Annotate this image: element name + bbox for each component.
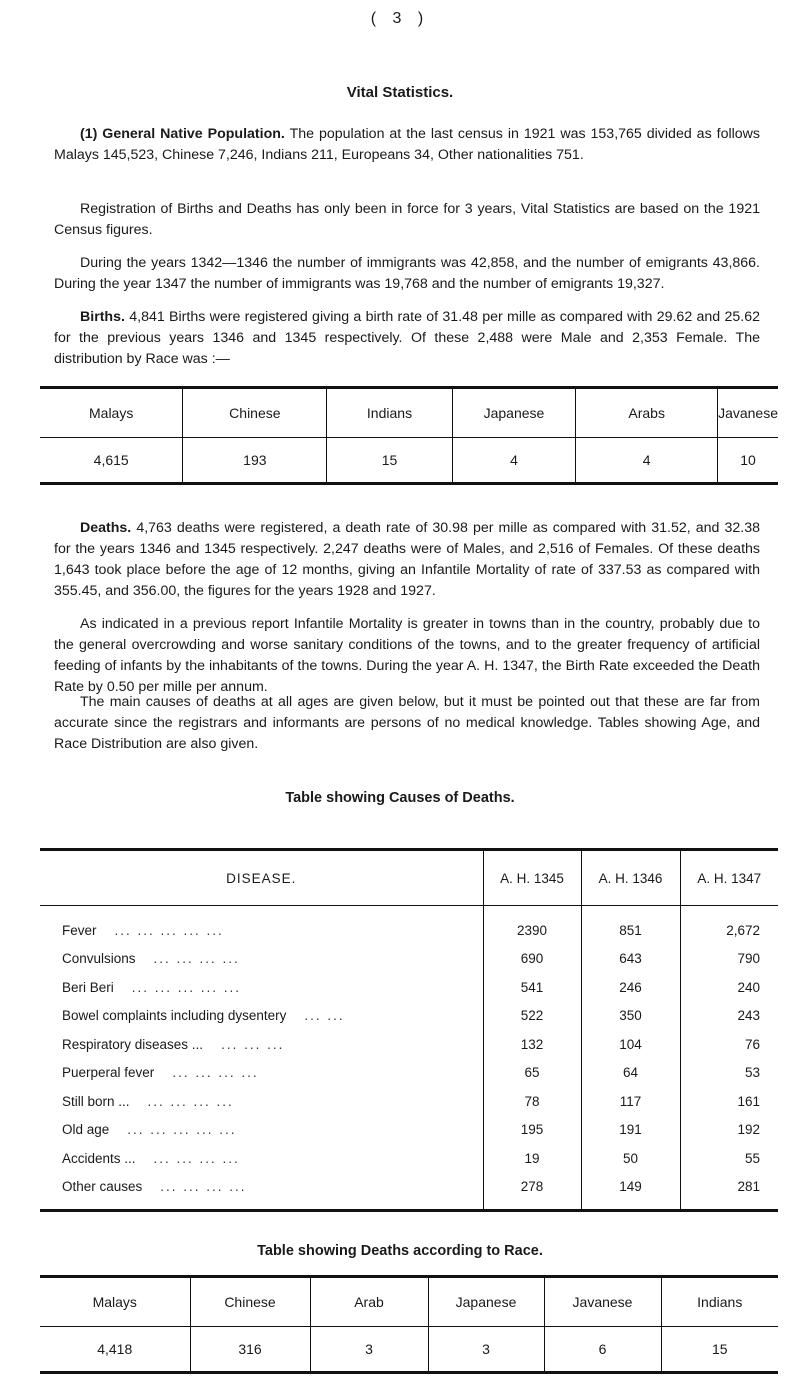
immigrants-text: During the years 1342—1346 the number of immigrants was 42,858, and the number of emigrants 43,866. During the year 1347 the number of immigrants was 19,768 and the number of emigrants 19,327. bbox=[54, 255, 760, 292]
count-y1347: 790 bbox=[680, 945, 778, 974]
paragraph-births bbox=[54, 307, 760, 370]
disease-name bbox=[40, 1059, 483, 1088]
table-row bbox=[40, 1144, 778, 1173]
infantile-text: As indicated in a previous report Infantile Mortality is greater in towns than in the country, probably due to the general overcrowding and worse sanitary conditions of the towns, and to the greater frequency of artificial feeding of infants by the inhabitants of the towns. During the year A. H. 1347, the Birth Rate exceeded the Death Rate by 0.50 per mille per annum. bbox=[54, 616, 760, 695]
paragraph-causes bbox=[54, 692, 760, 755]
deaths-arab: 3 bbox=[310, 1327, 428, 1373]
table-row bbox=[40, 945, 778, 974]
disease-name bbox=[40, 906, 483, 945]
count-y1347: 55 bbox=[680, 1144, 778, 1173]
disease-name bbox=[40, 1030, 483, 1059]
leader-dots: ... ... ... ... bbox=[172, 1065, 259, 1081]
count-y1345: 78 bbox=[483, 1087, 581, 1116]
causes-of-deaths-table bbox=[40, 848, 778, 1212]
disease-label: Puerperal fever bbox=[62, 1065, 155, 1081]
disease-label: Old age bbox=[62, 1122, 110, 1138]
header-ah1346: A. H. 1346 bbox=[581, 850, 680, 906]
count-y1347: 2,672 bbox=[680, 906, 778, 945]
disease-label: Beri Beri bbox=[62, 979, 114, 995]
births-chinese: 193 bbox=[183, 438, 327, 484]
count-y1345: 541 bbox=[483, 973, 581, 1002]
count-y1345: 278 bbox=[483, 1173, 581, 1211]
disease-label: Convulsions bbox=[62, 951, 136, 967]
paragraph-deaths bbox=[54, 518, 760, 602]
table-row bbox=[40, 1030, 778, 1059]
header-arabs: Arabs bbox=[576, 388, 718, 438]
deaths-by-race-table bbox=[40, 1275, 778, 1374]
header-malays: Malays bbox=[40, 388, 183, 438]
count-y1345: 19 bbox=[483, 1144, 581, 1173]
page-title: Vital Statistics. bbox=[346, 84, 454, 101]
leader-dots: ... ... ... ... bbox=[160, 1179, 247, 1195]
table-row bbox=[40, 1116, 778, 1145]
header-indians: Indians bbox=[327, 388, 452, 438]
table-row bbox=[40, 1173, 778, 1211]
leader-dots: ... ... ... ... bbox=[153, 951, 240, 967]
population-lead: (1) General Native Population. bbox=[80, 126, 285, 142]
leader-dots: ... ... bbox=[304, 1008, 345, 1024]
count-y1345: 2390 bbox=[483, 906, 581, 945]
leader-dots: ... ... ... ... ... bbox=[127, 1122, 237, 1138]
count-y1346: 149 bbox=[581, 1173, 680, 1211]
count-y1347: 281 bbox=[680, 1173, 778, 1211]
deaths-japanese: 3 bbox=[428, 1327, 544, 1373]
count-y1346: 104 bbox=[581, 1030, 680, 1059]
table-row bbox=[40, 906, 778, 945]
causes-table-title: Table showing Causes of Deaths. bbox=[285, 790, 515, 806]
count-y1346: 64 bbox=[581, 1059, 680, 1088]
race-header-malays: Malays bbox=[40, 1277, 190, 1327]
table-row bbox=[40, 1087, 778, 1116]
births-lead: Births. bbox=[80, 309, 125, 325]
disease-name bbox=[40, 1002, 483, 1031]
paragraph-population bbox=[54, 124, 760, 166]
disease-name bbox=[40, 1144, 483, 1173]
count-y1346: 246 bbox=[581, 973, 680, 1002]
births-japanese: 4 bbox=[452, 438, 576, 484]
disease-name bbox=[40, 1173, 483, 1211]
count-y1346: 851 bbox=[581, 906, 680, 945]
disease-label: Other causes bbox=[62, 1179, 143, 1195]
count-y1346: 50 bbox=[581, 1144, 680, 1173]
population-text: The population at the last census in 1921 was 153,765 divided as follows Malays 145,523, Chinese 7,246, Indians 211, Europeans 34, Other nationalities 751. bbox=[54, 126, 760, 163]
births-javanese: 10 bbox=[718, 438, 778, 484]
header-ah1347: A. H. 1347 bbox=[680, 850, 778, 906]
disease-label: Accidents ... bbox=[62, 1150, 136, 1166]
paragraph-registration bbox=[54, 199, 760, 241]
race-table-title: Table showing Deaths according to Race. bbox=[257, 1243, 543, 1259]
count-y1347: 161 bbox=[680, 1087, 778, 1116]
count-y1347: 243 bbox=[680, 1002, 778, 1031]
count-y1346: 643 bbox=[581, 945, 680, 974]
count-y1345: 65 bbox=[483, 1059, 581, 1088]
deaths-indians: 15 bbox=[661, 1327, 778, 1373]
page-number: ( 3 ) bbox=[370, 10, 430, 27]
births-malays: 4,615 bbox=[93, 452, 129, 468]
header-chinese: Chinese bbox=[183, 388, 327, 438]
disease-label: Still born ... bbox=[62, 1093, 130, 1109]
count-y1347: 192 bbox=[680, 1116, 778, 1145]
disease-name bbox=[40, 1116, 483, 1145]
leader-dots: ... ... ... ... ... bbox=[131, 979, 242, 995]
race-header-indians: Indians bbox=[661, 1277, 778, 1327]
count-y1346: 191 bbox=[581, 1116, 680, 1145]
table-row bbox=[40, 973, 778, 1002]
leader-dots: ... ... ... ... bbox=[147, 1093, 234, 1109]
leader-dots: ... ... ... bbox=[221, 1036, 285, 1052]
deaths-malays: 4,418 bbox=[97, 1341, 133, 1357]
count-y1347: 240 bbox=[680, 973, 778, 1002]
disease-label: Respiratory diseases ... bbox=[62, 1036, 204, 1052]
births-by-race-table bbox=[40, 386, 778, 485]
disease-name bbox=[40, 973, 483, 1002]
paragraph-infantile bbox=[54, 614, 760, 698]
count-y1345: 195 bbox=[483, 1116, 581, 1145]
count-y1347: 76 bbox=[680, 1030, 778, 1059]
header-disease: DISEASE. bbox=[40, 850, 483, 906]
table-row bbox=[40, 1002, 778, 1031]
deaths-javanese: 6 bbox=[544, 1327, 661, 1373]
race-header-japanese: Japanese bbox=[428, 1277, 544, 1327]
births-text: 4,841 Births were registered giving a birth rate of 31.48 per mille as compared with 29.62 and 25.62 for the previous years 1346 and 1345 respectively. Of these 2,488 were Male and 2,353 Female. The distribution by Race was :— bbox=[54, 309, 760, 367]
race-header-arab: Arab bbox=[310, 1277, 428, 1327]
leader-dots: ... ... ... ... bbox=[153, 1150, 240, 1166]
race-header-javanese: Javanese bbox=[544, 1277, 661, 1327]
table-row bbox=[40, 1059, 778, 1088]
header-javanese: Javanese bbox=[718, 388, 778, 438]
race-header-chinese: Chinese bbox=[190, 1277, 310, 1327]
header-japanese: Japanese bbox=[452, 388, 576, 438]
causes-text: The main causes of deaths at all ages are given below, but it must be pointed out that these are far from accurate since the registrars and informants are persons of no medical knowledge. Tables showing Age, and Race Distribution are also given. bbox=[54, 694, 760, 752]
header-ah1345: A. H. 1345 bbox=[483, 850, 581, 906]
paragraph-immigrants bbox=[54, 253, 760, 295]
births-arabs: 4 bbox=[576, 438, 718, 484]
count-y1345: 132 bbox=[483, 1030, 581, 1059]
deaths-text: 4,763 deaths were registered, a death rate of 30.98 per mille as compared with 31.52, and 32.38 for the years 1346 and 1345 respectively. 2,247 deaths were of Males, and 2,516 of Females. Of these deaths 1,643 took place before the age of 12 months, giving an Infantile Mortality of rate of 337.53 as compared with 355.45, and 356.00, the figures for the years 1928 and 1927. bbox=[54, 520, 760, 599]
disease-label: Bowel complaints including dysentery bbox=[62, 1008, 287, 1024]
disease-name bbox=[40, 945, 483, 974]
count-y1347: 53 bbox=[680, 1059, 778, 1088]
count-y1345: 522 bbox=[483, 1002, 581, 1031]
disease-label: Fever bbox=[62, 922, 97, 938]
count-y1345: 690 bbox=[483, 945, 581, 974]
deaths-lead: Deaths. bbox=[80, 520, 132, 536]
disease-name bbox=[40, 1087, 483, 1116]
deaths-chinese: 316 bbox=[190, 1327, 310, 1373]
count-y1346: 350 bbox=[581, 1002, 680, 1031]
births-indians: 15 bbox=[327, 438, 452, 484]
registration-text: Registration of Births and Deaths has only been in force for 3 years, Vital Statistics are based on the 1921 Census figures. bbox=[54, 201, 760, 238]
count-y1346: 117 bbox=[581, 1087, 680, 1116]
leader-dots: ... ... ... ... ... bbox=[114, 922, 224, 938]
